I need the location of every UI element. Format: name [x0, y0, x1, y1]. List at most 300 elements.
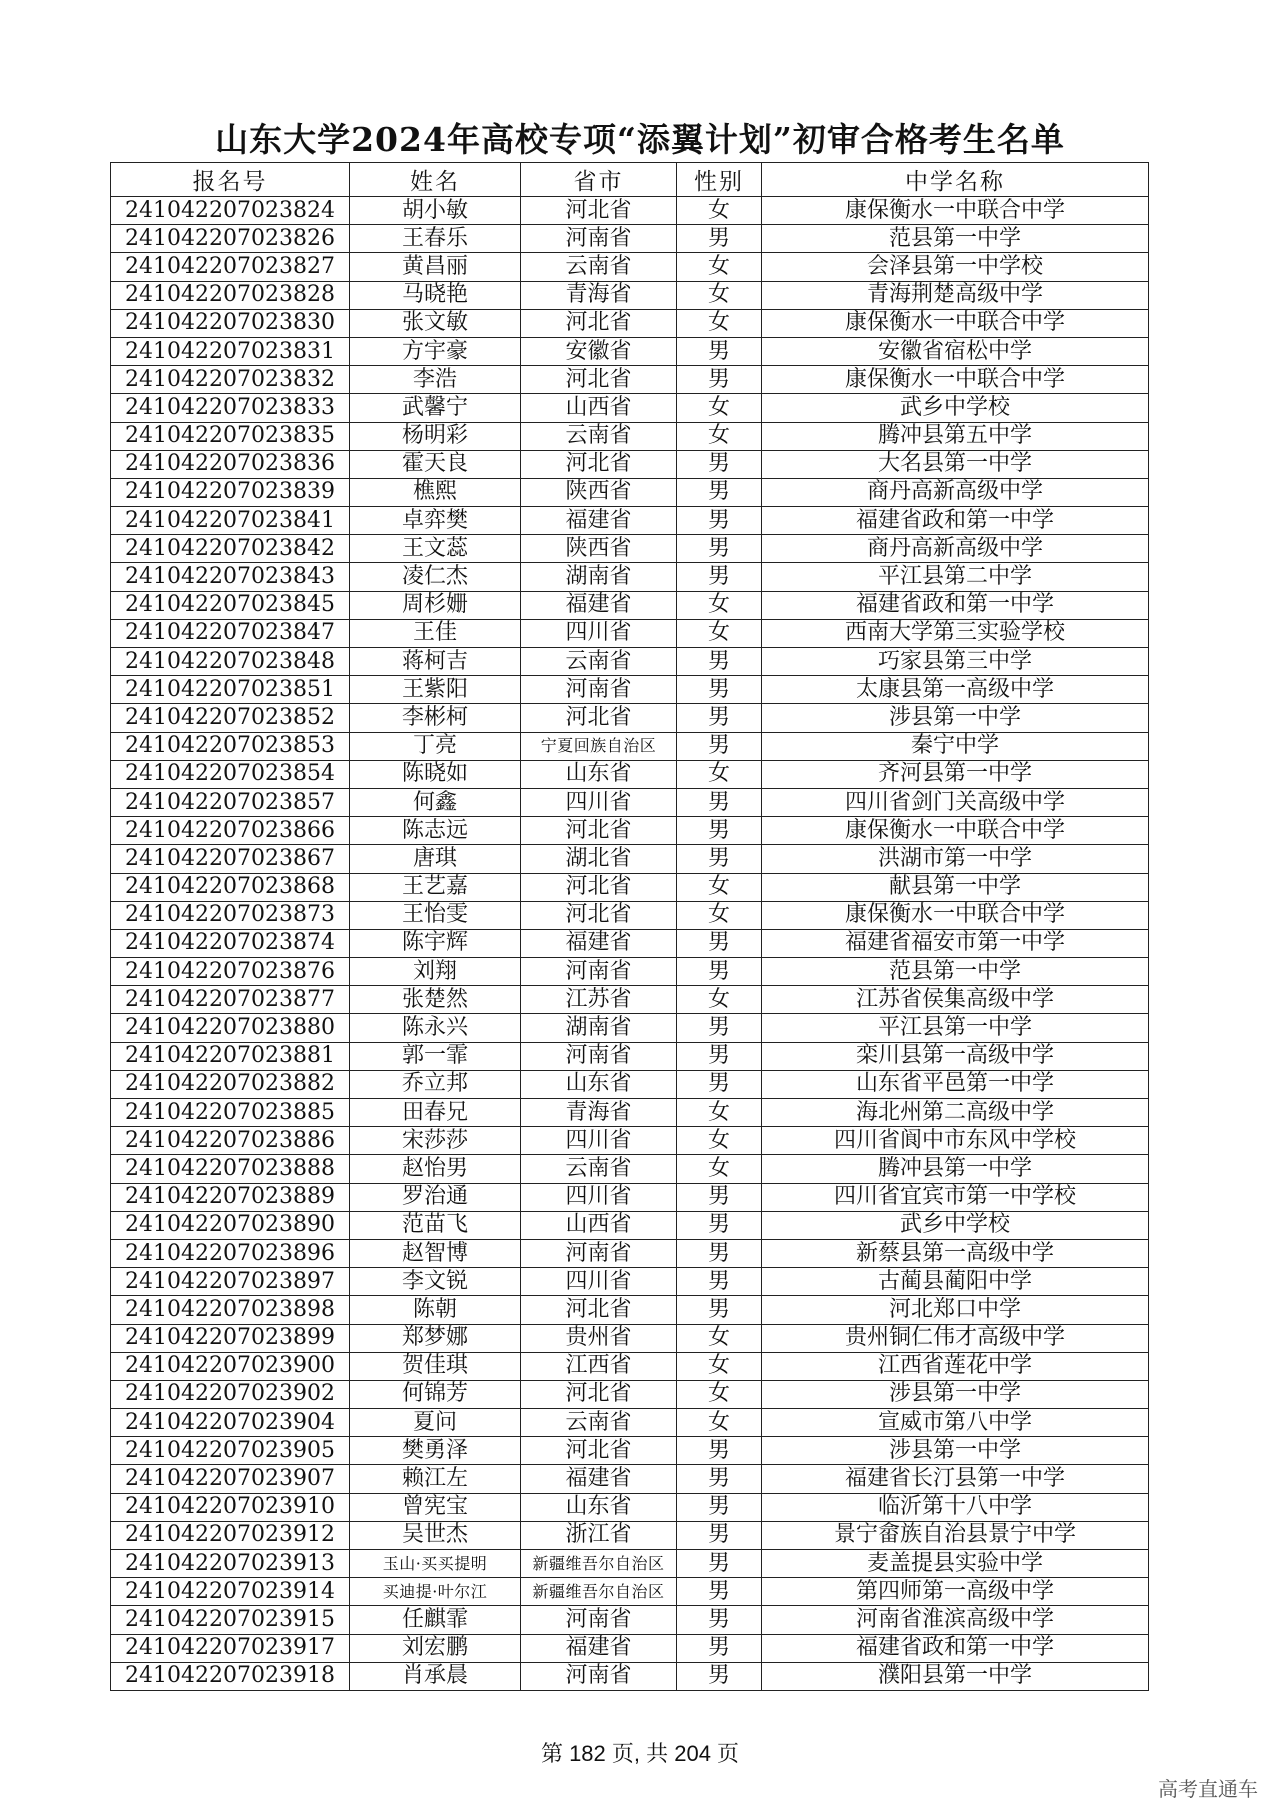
cell-registration-number: 241042207023900	[111, 1352, 350, 1380]
cell-province: 四川省	[521, 788, 677, 816]
cell-province: 河北省	[521, 450, 677, 478]
table-row	[111, 817, 1149, 845]
table-row	[111, 1634, 1149, 1662]
cell-province: 新疆维吾尔自治区	[521, 1578, 677, 1606]
cell-province: 河北省	[521, 901, 677, 929]
cell-name: 买迪提·叶尔江	[350, 1578, 521, 1606]
cell-gender: 男	[677, 704, 762, 732]
cell-registration-number: 241042207023885	[111, 1099, 350, 1127]
table-row	[111, 1409, 1149, 1437]
cell-name: 樵熙	[350, 478, 521, 506]
cell-school: 福建省政和第一中学	[762, 1634, 1149, 1662]
cell-province: 新疆维吾尔自治区	[521, 1550, 677, 1578]
cell-registration-number: 241042207023888	[111, 1155, 350, 1183]
cell-registration-number: 241042207023902	[111, 1380, 350, 1408]
cell-registration-number: 241042207023913	[111, 1550, 350, 1578]
cell-province: 河南省	[521, 225, 677, 253]
table-row	[111, 1211, 1149, 1239]
cell-registration-number: 241042207023899	[111, 1324, 350, 1352]
cell-school: 四川省宜宾市第一中学校	[762, 1183, 1149, 1211]
cell-school: 范县第一中学	[762, 225, 1149, 253]
cell-registration-number: 241042207023866	[111, 817, 350, 845]
cell-name: 李文锐	[350, 1268, 521, 1296]
cell-province: 河北省	[521, 817, 677, 845]
cell-school: 献县第一中学	[762, 873, 1149, 901]
cell-school: 齐河县第一中学	[762, 760, 1149, 788]
cell-gender: 男	[677, 648, 762, 676]
table-row	[111, 1324, 1149, 1352]
cell-gender: 女	[677, 1409, 762, 1437]
cell-registration-number: 241042207023831	[111, 337, 350, 365]
table-row	[111, 1155, 1149, 1183]
table-row	[111, 1606, 1149, 1634]
cell-registration-number: 241042207023912	[111, 1521, 350, 1549]
table-row	[111, 648, 1149, 676]
cell-name: 陈宇辉	[350, 929, 521, 957]
cell-registration-number: 241042207023851	[111, 676, 350, 704]
cell-province: 陕西省	[521, 535, 677, 563]
table-row	[111, 1521, 1149, 1549]
cell-name: 罗治通	[350, 1183, 521, 1211]
cell-name: 陈志远	[350, 817, 521, 845]
cell-gender: 男	[677, 1042, 762, 1070]
cell-school: 西南大学第三实验学校	[762, 619, 1149, 647]
cell-school: 秦宁中学	[762, 732, 1149, 760]
cell-school: 康保衡水一中联合中学	[762, 197, 1149, 225]
table-row	[111, 845, 1149, 873]
cell-province: 河南省	[521, 1239, 677, 1267]
cell-registration-number: 241042207023880	[111, 1014, 350, 1042]
cell-school: 河南省淮滨高级中学	[762, 1606, 1149, 1634]
cell-gender: 男	[677, 366, 762, 394]
cell-school: 平江县第一中学	[762, 1014, 1149, 1042]
cell-province: 青海省	[521, 281, 677, 309]
table-row	[111, 704, 1149, 732]
cell-gender: 男	[677, 478, 762, 506]
cell-province: 福建省	[521, 1465, 677, 1493]
cell-school: 康保衡水一中联合中学	[762, 817, 1149, 845]
cell-registration-number: 241042207023857	[111, 788, 350, 816]
cell-gender: 男	[677, 1183, 762, 1211]
table-row	[111, 1127, 1149, 1155]
cell-gender: 男	[677, 1578, 762, 1606]
table-row	[111, 394, 1149, 422]
cell-gender: 女	[677, 1352, 762, 1380]
cell-registration-number: 241042207023848	[111, 648, 350, 676]
cell-province: 河南省	[521, 1042, 677, 1070]
cell-name: 王怡雯	[350, 901, 521, 929]
cell-name: 武馨宁	[350, 394, 521, 422]
cell-registration-number: 241042207023896	[111, 1239, 350, 1267]
cell-gender: 男	[677, 563, 762, 591]
cell-registration-number: 241042207023854	[111, 760, 350, 788]
cell-gender: 男	[677, 929, 762, 957]
cell-name: 田春兄	[350, 1099, 521, 1127]
cell-registration-number: 241042207023824	[111, 197, 350, 225]
cell-school: 范县第一中学	[762, 958, 1149, 986]
table-row	[111, 1578, 1149, 1606]
cell-province: 河南省	[521, 1662, 677, 1690]
cell-gender: 男	[677, 1211, 762, 1239]
table-row	[111, 986, 1149, 1014]
cell-gender: 男	[677, 732, 762, 760]
cell-name: 周杉姗	[350, 591, 521, 619]
cell-registration-number: 241042207023877	[111, 986, 350, 1014]
cell-gender: 女	[677, 1127, 762, 1155]
cell-province: 江苏省	[521, 986, 677, 1014]
cell-province: 四川省	[521, 619, 677, 647]
cell-name: 夏问	[350, 1409, 521, 1437]
table-row	[111, 1070, 1149, 1098]
cell-name: 胡小敏	[350, 197, 521, 225]
header-province: 省市	[521, 163, 677, 197]
cell-province: 贵州省	[521, 1324, 677, 1352]
cell-gender: 女	[677, 1099, 762, 1127]
header-registration-number: 报名号	[111, 163, 350, 197]
cell-registration-number: 241042207023886	[111, 1127, 350, 1155]
table-row	[111, 281, 1149, 309]
cell-name: 张楚然	[350, 986, 521, 1014]
cell-name: 方宇豪	[350, 337, 521, 365]
cell-gender: 男	[677, 1437, 762, 1465]
cell-name: 蒋柯吉	[350, 648, 521, 676]
cell-school: 会泽县第一中学校	[762, 253, 1149, 281]
cell-province: 山东省	[521, 1070, 677, 1098]
cell-province: 云南省	[521, 422, 677, 450]
table-row	[111, 1014, 1149, 1042]
cell-name: 郑梦娜	[350, 1324, 521, 1352]
table-row	[111, 450, 1149, 478]
table-row	[111, 760, 1149, 788]
cell-gender: 男	[677, 1521, 762, 1549]
cell-province: 河北省	[521, 704, 677, 732]
cell-gender: 女	[677, 281, 762, 309]
table-row	[111, 873, 1149, 901]
cell-registration-number: 241042207023836	[111, 450, 350, 478]
cell-name: 王佳	[350, 619, 521, 647]
cell-gender: 女	[677, 760, 762, 788]
watermark: 高考直通车	[1158, 1779, 1258, 1801]
cell-registration-number: 241042207023918	[111, 1662, 350, 1690]
cell-province: 云南省	[521, 253, 677, 281]
cell-school: 涉县第一中学	[762, 1380, 1149, 1408]
table-row	[111, 1042, 1149, 1070]
cell-registration-number: 241042207023890	[111, 1211, 350, 1239]
cell-gender: 女	[677, 1155, 762, 1183]
cell-registration-number: 241042207023876	[111, 958, 350, 986]
cell-province: 福建省	[521, 1634, 677, 1662]
cell-gender: 女	[677, 901, 762, 929]
cell-school: 太康县第一高级中学	[762, 676, 1149, 704]
cell-registration-number: 241042207023839	[111, 478, 350, 506]
cell-gender: 男	[677, 1465, 762, 1493]
cell-registration-number: 241042207023843	[111, 563, 350, 591]
cell-province: 四川省	[521, 1127, 677, 1155]
cell-name: 马晓艳	[350, 281, 521, 309]
cell-registration-number: 241042207023914	[111, 1578, 350, 1606]
cell-gender: 男	[677, 1014, 762, 1042]
cell-name: 宋莎莎	[350, 1127, 521, 1155]
table-row	[111, 309, 1149, 337]
table-row	[111, 901, 1149, 929]
cell-province: 陕西省	[521, 478, 677, 506]
table-row	[111, 591, 1149, 619]
cell-name: 赵智博	[350, 1239, 521, 1267]
cell-gender: 女	[677, 253, 762, 281]
cell-registration-number: 241042207023835	[111, 422, 350, 450]
cell-school: 新蔡县第一高级中学	[762, 1239, 1149, 1267]
cell-school: 福建省政和第一中学	[762, 591, 1149, 619]
table-row	[111, 478, 1149, 506]
cell-name: 陈晓如	[350, 760, 521, 788]
cell-province: 湖北省	[521, 845, 677, 873]
table-row	[111, 732, 1149, 760]
table-row	[111, 958, 1149, 986]
cell-name: 肖承晨	[350, 1662, 521, 1690]
cell-gender: 女	[677, 197, 762, 225]
table-row	[111, 422, 1149, 450]
cell-name: 赵怡男	[350, 1155, 521, 1183]
cell-name: 范苗飞	[350, 1211, 521, 1239]
cell-school: 武乡中学校	[762, 1211, 1149, 1239]
cell-gender: 男	[677, 1550, 762, 1578]
cell-name: 任麒霏	[350, 1606, 521, 1634]
cell-name: 王艺嘉	[350, 873, 521, 901]
table-row	[111, 563, 1149, 591]
table-row	[111, 1183, 1149, 1211]
cell-province: 河北省	[521, 873, 677, 901]
cell-registration-number: 241042207023907	[111, 1465, 350, 1493]
cell-registration-number: 241042207023828	[111, 281, 350, 309]
table-row	[111, 197, 1149, 225]
cell-school: 洪湖市第一中学	[762, 845, 1149, 873]
cell-province: 四川省	[521, 1183, 677, 1211]
cell-school: 青海荆楚高级中学	[762, 281, 1149, 309]
cell-school: 景宁畲族自治县景宁中学	[762, 1521, 1149, 1549]
cell-registration-number: 241042207023827	[111, 253, 350, 281]
table-row	[111, 619, 1149, 647]
cell-registration-number: 241042207023904	[111, 1409, 350, 1437]
cell-registration-number: 241042207023833	[111, 394, 350, 422]
cell-registration-number: 241042207023867	[111, 845, 350, 873]
cell-school: 四川省剑门关高级中学	[762, 788, 1149, 816]
cell-school: 江西省莲花中学	[762, 1352, 1149, 1380]
cell-gender: 男	[677, 507, 762, 535]
cell-province: 山东省	[521, 1493, 677, 1521]
cell-gender: 男	[677, 845, 762, 873]
cell-registration-number: 241042207023830	[111, 309, 350, 337]
cell-gender: 男	[677, 958, 762, 986]
cell-name: 刘翔	[350, 958, 521, 986]
cell-registration-number: 241042207023868	[111, 873, 350, 901]
cell-registration-number: 241042207023915	[111, 1606, 350, 1634]
cell-name: 唐琪	[350, 845, 521, 873]
cell-gender: 男	[677, 1296, 762, 1324]
cell-registration-number: 241042207023842	[111, 535, 350, 563]
cell-school: 宣威市第八中学	[762, 1409, 1149, 1437]
cell-gender: 男	[677, 450, 762, 478]
table-row	[111, 337, 1149, 365]
cell-province: 福建省	[521, 591, 677, 619]
table-row	[111, 1099, 1149, 1127]
table-row	[111, 1268, 1149, 1296]
cell-gender: 男	[677, 337, 762, 365]
cell-gender: 男	[677, 225, 762, 253]
table-row	[111, 1352, 1149, 1380]
table-row	[111, 507, 1149, 535]
cell-registration-number: 241042207023897	[111, 1268, 350, 1296]
cell-name: 王春乐	[350, 225, 521, 253]
cell-gender: 女	[677, 873, 762, 901]
cell-gender: 女	[677, 422, 762, 450]
cell-gender: 女	[677, 1324, 762, 1352]
table-row	[111, 929, 1149, 957]
cell-gender: 男	[677, 788, 762, 816]
cell-name: 刘宏鹏	[350, 1634, 521, 1662]
cell-province: 福建省	[521, 929, 677, 957]
table-row	[111, 535, 1149, 563]
cell-gender: 男	[677, 1493, 762, 1521]
cell-name: 曾宪宝	[350, 1493, 521, 1521]
cell-registration-number: 241042207023881	[111, 1042, 350, 1070]
cell-name: 凌仁杰	[350, 563, 521, 591]
cell-school: 福建省政和第一中学	[762, 507, 1149, 535]
candidate-table	[110, 162, 1149, 1691]
cell-registration-number: 241042207023905	[111, 1437, 350, 1465]
cell-province: 山西省	[521, 1211, 677, 1239]
cell-registration-number: 241042207023853	[111, 732, 350, 760]
cell-school: 第四师第一高级中学	[762, 1578, 1149, 1606]
cell-province: 云南省	[521, 1155, 677, 1183]
cell-school: 腾冲县第五中学	[762, 422, 1149, 450]
cell-registration-number: 241042207023841	[111, 507, 350, 535]
cell-gender: 男	[677, 1268, 762, 1296]
cell-gender: 男	[677, 1606, 762, 1634]
cell-registration-number: 241042207023882	[111, 1070, 350, 1098]
cell-gender: 男	[677, 676, 762, 704]
cell-province: 湖南省	[521, 563, 677, 591]
table-row	[111, 225, 1149, 253]
header-school: 中学名称	[762, 163, 1149, 197]
cell-gender: 女	[677, 1380, 762, 1408]
cell-name: 乔立邦	[350, 1070, 521, 1098]
cell-school: 贵州铜仁伟才高级中学	[762, 1324, 1149, 1352]
table-row	[111, 1437, 1149, 1465]
cell-gender: 女	[677, 309, 762, 337]
cell-school: 濮阳县第一中学	[762, 1662, 1149, 1690]
cell-province: 河北省	[521, 197, 677, 225]
cell-gender: 女	[677, 619, 762, 647]
cell-province: 宁夏回族自治区	[521, 732, 677, 760]
cell-school: 平江县第二中学	[762, 563, 1149, 591]
cell-school: 福建省长汀县第一中学	[762, 1465, 1149, 1493]
cell-province: 湖南省	[521, 1014, 677, 1042]
cell-province: 河南省	[521, 958, 677, 986]
cell-school: 康保衡水一中联合中学	[762, 901, 1149, 929]
cell-name: 杨明彩	[350, 422, 521, 450]
table-body	[111, 197, 1149, 1691]
cell-registration-number: 241042207023873	[111, 901, 350, 929]
cell-school: 武乡中学校	[762, 394, 1149, 422]
cell-name: 何锦芳	[350, 1380, 521, 1408]
cell-name: 赖江左	[350, 1465, 521, 1493]
cell-province: 河北省	[521, 1296, 677, 1324]
cell-name: 王紫阳	[350, 676, 521, 704]
cell-name: 陈朝	[350, 1296, 521, 1324]
header-gender: 性别	[677, 163, 762, 197]
cell-name: 贺佳琪	[350, 1352, 521, 1380]
cell-name: 玉山·买买提明	[350, 1550, 521, 1578]
cell-name: 郭一霏	[350, 1042, 521, 1070]
cell-school: 福建省福安市第一中学	[762, 929, 1149, 957]
page-title: 山东大学2024年高校专项“添翼计划”初审合格考生名单	[215, 120, 1065, 159]
cell-registration-number: 241042207023917	[111, 1634, 350, 1662]
table-row	[111, 1296, 1149, 1324]
cell-registration-number: 241042207023898	[111, 1296, 350, 1324]
cell-name: 丁亮	[350, 732, 521, 760]
table-row	[111, 1380, 1149, 1408]
cell-registration-number: 241042207023910	[111, 1493, 350, 1521]
cell-gender: 男	[677, 535, 762, 563]
table-row	[111, 676, 1149, 704]
cell-name: 樊勇泽	[350, 1437, 521, 1465]
cell-registration-number: 241042207023845	[111, 591, 350, 619]
cell-name: 李浩	[350, 366, 521, 394]
cell-gender: 女	[677, 394, 762, 422]
cell-school: 麦盖提县实验中学	[762, 1550, 1149, 1578]
cell-gender: 女	[677, 986, 762, 1014]
cell-province: 山东省	[521, 760, 677, 788]
table-row	[111, 1662, 1149, 1690]
cell-school: 康保衡水一中联合中学	[762, 366, 1149, 394]
cell-gender: 男	[677, 1070, 762, 1098]
cell-school: 涉县第一中学	[762, 704, 1149, 732]
cell-school: 山东省平邑第一中学	[762, 1070, 1149, 1098]
cell-province: 云南省	[521, 648, 677, 676]
header-name: 姓名	[350, 163, 521, 197]
cell-school: 临沂第十八中学	[762, 1493, 1149, 1521]
cell-gender: 男	[677, 817, 762, 845]
cell-name: 张文敏	[350, 309, 521, 337]
cell-province: 河北省	[521, 309, 677, 337]
cell-school: 河北郑口中学	[762, 1296, 1149, 1324]
cell-registration-number: 241042207023847	[111, 619, 350, 647]
table-row	[111, 1465, 1149, 1493]
cell-registration-number: 241042207023826	[111, 225, 350, 253]
cell-province: 河南省	[521, 1606, 677, 1634]
table-row	[111, 788, 1149, 816]
cell-gender: 女	[677, 591, 762, 619]
cell-province: 江西省	[521, 1352, 677, 1380]
page-number: 第 182 页, 共 204 页	[540, 1741, 740, 1766]
cell-school: 海北州第二高级中学	[762, 1099, 1149, 1127]
cell-name: 何鑫	[350, 788, 521, 816]
cell-name: 霍天良	[350, 450, 521, 478]
cell-province: 浙江省	[521, 1521, 677, 1549]
cell-gender: 男	[677, 1662, 762, 1690]
cell-name: 李彬柯	[350, 704, 521, 732]
cell-registration-number: 241042207023874	[111, 929, 350, 957]
cell-registration-number: 241042207023832	[111, 366, 350, 394]
cell-name: 黄昌丽	[350, 253, 521, 281]
cell-province: 河南省	[521, 676, 677, 704]
cell-gender: 男	[677, 1239, 762, 1267]
cell-province: 青海省	[521, 1099, 677, 1127]
cell-name: 吴世杰	[350, 1521, 521, 1549]
cell-province: 河北省	[521, 1437, 677, 1465]
cell-gender: 男	[677, 1634, 762, 1662]
table-header-row	[111, 163, 1149, 197]
